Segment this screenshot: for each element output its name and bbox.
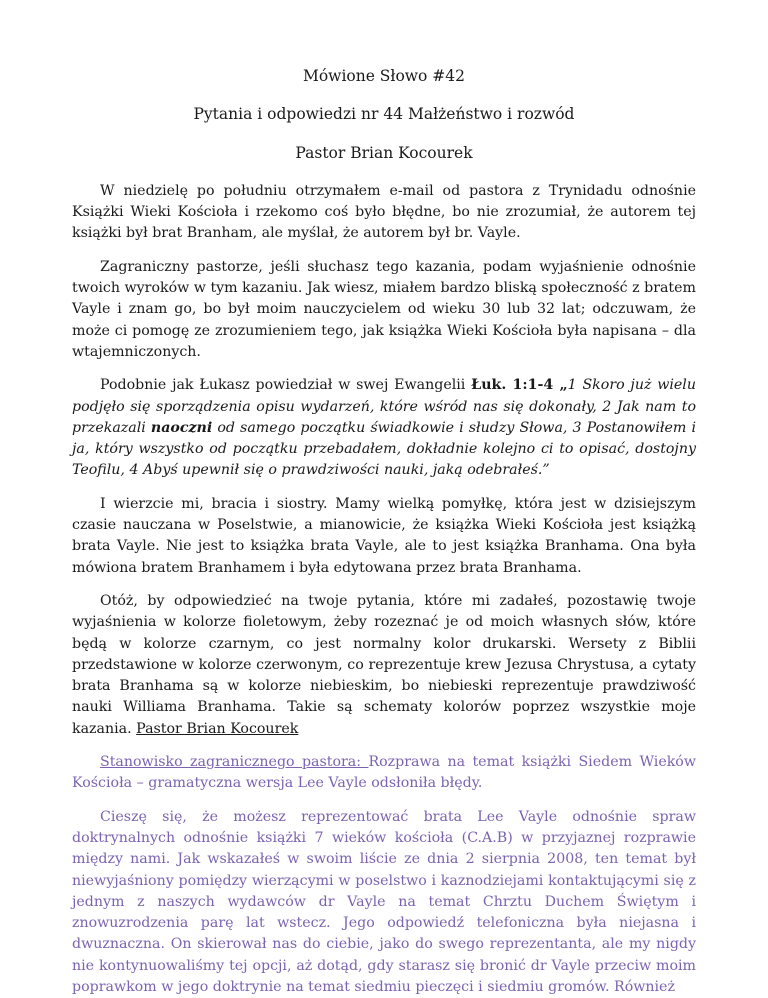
foreign-pastor-text: Rozprawa na temat książki Siedem Wieków Kościoła – gramatyczna wersja Lee Vayle odsłoniła błędy. [72,754,696,792]
paragraph-4: I wierzcie mi, bracia i siostry. Mamy wielką pomyłkę, która jest w dzisiejszym czasie nauczana w Poselstwie, a mianowicie, że książka Wieki Kościoła jest książką brata Vayle. Nie jest to książka brata Vayle, ale to jest książka Branhama. Ona była mówiona bratem Branhamem i była edytowana przez brata Branhama. [72,495,696,576]
document-subtitle: Pytania i odpowiedzi nr 44 Małżeństwo i rozwód [193,105,575,124]
foreign-pastor-position [72,752,696,795]
paragraph-3-lead: Podobnie jak Łukasz powiedział w swej Ewangelii [100,377,472,394]
document-author: Pastor Brian Kocourek [295,143,473,162]
scripture-quote-part-2: od samego początku świadkowie i słudzy Słowa, 3 Postanowiłem i ja, który wszystko od początku przebadałem, dokładnie kolejno ci to opisać, dostojny Teofilu, 4 Abyś upewnił się o prawdziwości nauki, jaką odebrałeś.” [72,419,696,479]
foreign-pastor-label: Stanowisko zagranicznego pastora: [100,754,369,771]
scripture-quote-part-1: 1 Skoro już wielu podjęło się sporządzenia opisu wydarzeń, które wśród nas się dokonały, 2 Jak nam to przekazali [72,377,696,436]
paragraph-5 [72,591,696,740]
document-title: Mówione Słowo #42 [302,67,466,85]
paragraph-1: W niedzielę po południu otrzymałem e-mail od pastora z Trynidadu odnośnie Książki Wieki Kościoła i rzekomo coś było błędne, bo nie zrozumiał, że autorem tej książki był brat Branham, ale myślał, że autorem był br. Vayle. [72,182,696,242]
paragraph-5-text: Otóż, by odpowiedzieć na twoje pytania, które mi zadałeś, pozostawię twoje wyjaśnienia w kolorze fioletowym, żeby rozeznać je od moich własnych słów, które będą w kolorze czarnym, co jest normalny kolor drukarski. Wersety z Biblii przedstawione w kolorze czerwonym, co reprezentuje krew Jezusa Chrystusa, a cytaty brata Branhama są w kolorze niebieskim, bo niebieski reprezentuje prawdziwość nauki Williama Branhama. Takie są schematy kolorów poprzez wszystkie moje kazania. [72,592,696,737]
paragraph-7: Cieszę się, że możesz reprezentować brata Lee Vayle odnośnie spraw doktrynalnych odnośnie książki 7 wieków kościoła (C.A.B) w przyjaznej rozprawie między nami. Jak wskazałeś w swoim liście ze dnia 2 sierpnia 2008, ten temat był niewyjaśniony pomiędzy wierzącymi w poselstwo i kaznodziejami kontaktującymi się z jednym z naszych wydawców dr Vayle na temat Chrztu Duchem Świętym i znowuzrodzenia parę lat wstecz. Jego odpowiedź telefoniczna była niejasna i dwuznaczna. On skierował nas do ciebie, jako do swego reprezentanta, ale my nigdy nie kontynuowaliśmy tej opcji, aż dotąd, gdy starasz się bronić dr Vayle przeciw moim poprawkom w jego doktrynie na temat siedmiu pieczęci i siedmiu gromów. Również [72,808,696,995]
paragraph-3-scripture [72,375,696,481]
scripture-bold-word: naoczni [150,419,213,436]
quote-open-mark: „ [553,377,568,394]
scripture-reference: Łuk. 1:1-4 [471,377,554,394]
paragraph-2: Zagraniczny pastorze, jeśli słuchasz tego kazania, podam wyjaśnienie odnośnie twoich wyroków w tym kazaniu. Jak wiesz, miałem bardzo bliską społeczność z bratem Vayle i znam go, bo był moim nauczycielem od wieku 30 lub 32 lat; odczuwam, że może ci pomogę ze zrozumieniem tego, jak książka Wieki Kościoła była napisana – dla wtajemniczonych. [72,258,696,360]
signature: Pastor Brian Kocourek [136,720,299,737]
